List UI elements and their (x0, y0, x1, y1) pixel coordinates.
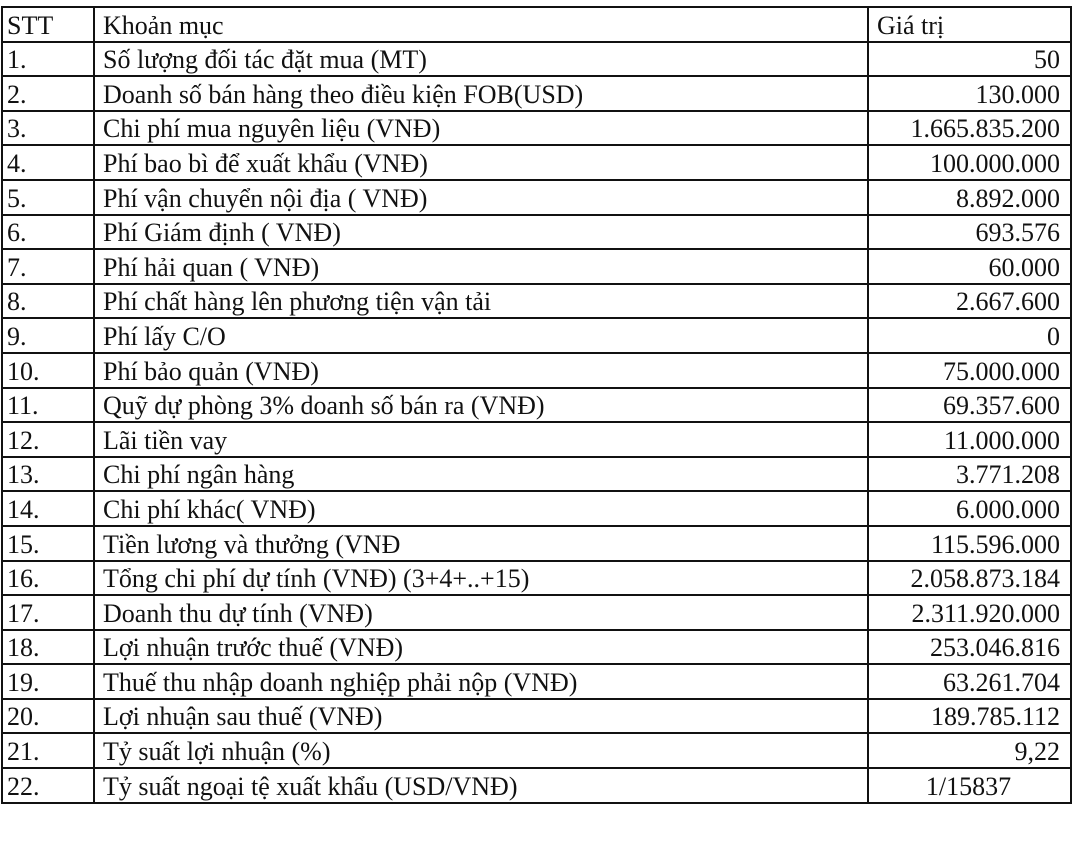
row-stt: 8. (2, 284, 94, 319)
header-stt: STT (2, 7, 94, 42)
table-row (2, 491, 1071, 526)
row-value: 3.771.208 (868, 457, 1071, 492)
row-item: Phí chất hàng lên phương tiện vận tải (94, 284, 868, 319)
row-stt: 12. (2, 422, 94, 457)
row-stt: 5. (2, 180, 94, 215)
row-item: Phí bao bì để xuất khẩu (VNĐ) (94, 145, 868, 180)
row-stt: 11. (2, 388, 94, 423)
row-stt: 16. (2, 561, 94, 596)
row-stt: 2. (2, 76, 94, 111)
row-item: Chi phí mua nguyên liệu (VNĐ) (94, 111, 868, 146)
row-value: 63.261.704 (868, 664, 1071, 699)
table-row (2, 42, 1071, 77)
row-item: Tỷ suất lợi nhuận (%) (94, 733, 868, 768)
row-item: Phí lấy C/O (94, 318, 868, 353)
row-value: 2.058.873.184 (868, 561, 1071, 596)
financial-table (1, 6, 1072, 804)
table-row (2, 180, 1071, 215)
row-value: 6.000.000 (868, 491, 1071, 526)
table-row (2, 215, 1071, 250)
table-row (2, 595, 1071, 630)
row-value: 50 (868, 42, 1071, 77)
row-item: Thuế thu nhập doanh nghiệp phải nộp (VNĐ) (94, 664, 868, 699)
row-stt: 20. (2, 699, 94, 734)
row-item: Chi phí khác( VNĐ) (94, 491, 868, 526)
row-stt: 7. (2, 249, 94, 284)
header-row (2, 7, 1071, 42)
row-value: 189.785.112 (868, 699, 1071, 734)
row-value: 2.667.600 (868, 284, 1071, 319)
row-item: Doanh số bán hàng theo điều kiện FOB(USD) (94, 76, 868, 111)
row-item: Tiền lương và thưởng (VNĐ (94, 526, 868, 561)
table-row (2, 353, 1071, 388)
row-value: 253.046.816 (868, 630, 1071, 665)
row-item: Tỷ suất ngoại tệ xuất khẩu (USD/VNĐ) (94, 768, 868, 803)
row-value: 1/15837 (868, 768, 1071, 803)
row-stt: 22. (2, 768, 94, 803)
row-stt: 10. (2, 353, 94, 388)
table-row (2, 76, 1071, 111)
row-stt: 15. (2, 526, 94, 561)
table-row (2, 526, 1071, 561)
row-value: 130.000 (868, 76, 1071, 111)
table-row (2, 284, 1071, 319)
row-stt: 9. (2, 318, 94, 353)
table-row (2, 768, 1071, 803)
row-value: 60.000 (868, 249, 1071, 284)
row-stt: 3. (2, 111, 94, 146)
table-row (2, 733, 1071, 768)
row-value: 0 (868, 318, 1071, 353)
row-item: Phí bảo quản (VNĐ) (94, 353, 868, 388)
row-item: Quỹ dự phòng 3% doanh số bán ra (VNĐ) (94, 388, 868, 423)
table-row (2, 422, 1071, 457)
row-stt: 17. (2, 595, 94, 630)
row-value: 69.357.600 (868, 388, 1071, 423)
row-item: Doanh thu dự tính (VNĐ) (94, 595, 868, 630)
table-row (2, 388, 1071, 423)
row-value: 2.311.920.000 (868, 595, 1071, 630)
row-item: Phí hải quan ( VNĐ) (94, 249, 868, 284)
table-row (2, 664, 1071, 699)
row-stt: 14. (2, 491, 94, 526)
row-value: 8.892.000 (868, 180, 1071, 215)
row-item: Lãi tiền vay (94, 422, 868, 457)
row-item: Số lượng đối tác đặt mua (MT) (94, 42, 868, 77)
table-row (2, 318, 1071, 353)
row-stt: 21. (2, 733, 94, 768)
row-value: 11.000.000 (868, 422, 1071, 457)
row-item: Phí Giám định ( VNĐ) (94, 215, 868, 250)
row-value: 1.665.835.200 (868, 111, 1071, 146)
table-row (2, 145, 1071, 180)
row-stt: 13. (2, 457, 94, 492)
header-value: Giá trị (868, 7, 1071, 42)
row-value: 115.596.000 (868, 526, 1071, 561)
row-stt: 19. (2, 664, 94, 699)
row-value: 100.000.000 (868, 145, 1071, 180)
row-item: Tổng chi phí dự tính (VNĐ) (3+4+..+15) (94, 561, 868, 596)
table-row (2, 111, 1071, 146)
table-row (2, 699, 1071, 734)
row-stt: 18. (2, 630, 94, 665)
table-row (2, 630, 1071, 665)
row-value: 693.576 (868, 215, 1071, 250)
table-row (2, 249, 1071, 284)
row-item: Lợi nhuận sau thuế (VNĐ) (94, 699, 868, 734)
row-stt: 1. (2, 42, 94, 77)
row-item: Chi phí ngân hàng (94, 457, 868, 492)
table-row (2, 457, 1071, 492)
row-stt: 4. (2, 145, 94, 180)
row-value: 9,22 (868, 733, 1071, 768)
row-value: 75.000.000 (868, 353, 1071, 388)
row-item: Lợi nhuận trước thuế (VNĐ) (94, 630, 868, 665)
header-item: Khoản mục (94, 7, 868, 42)
row-item: Phí vận chuyển nội địa ( VNĐ) (94, 180, 868, 215)
table-row (2, 561, 1071, 596)
row-stt: 6. (2, 215, 94, 250)
